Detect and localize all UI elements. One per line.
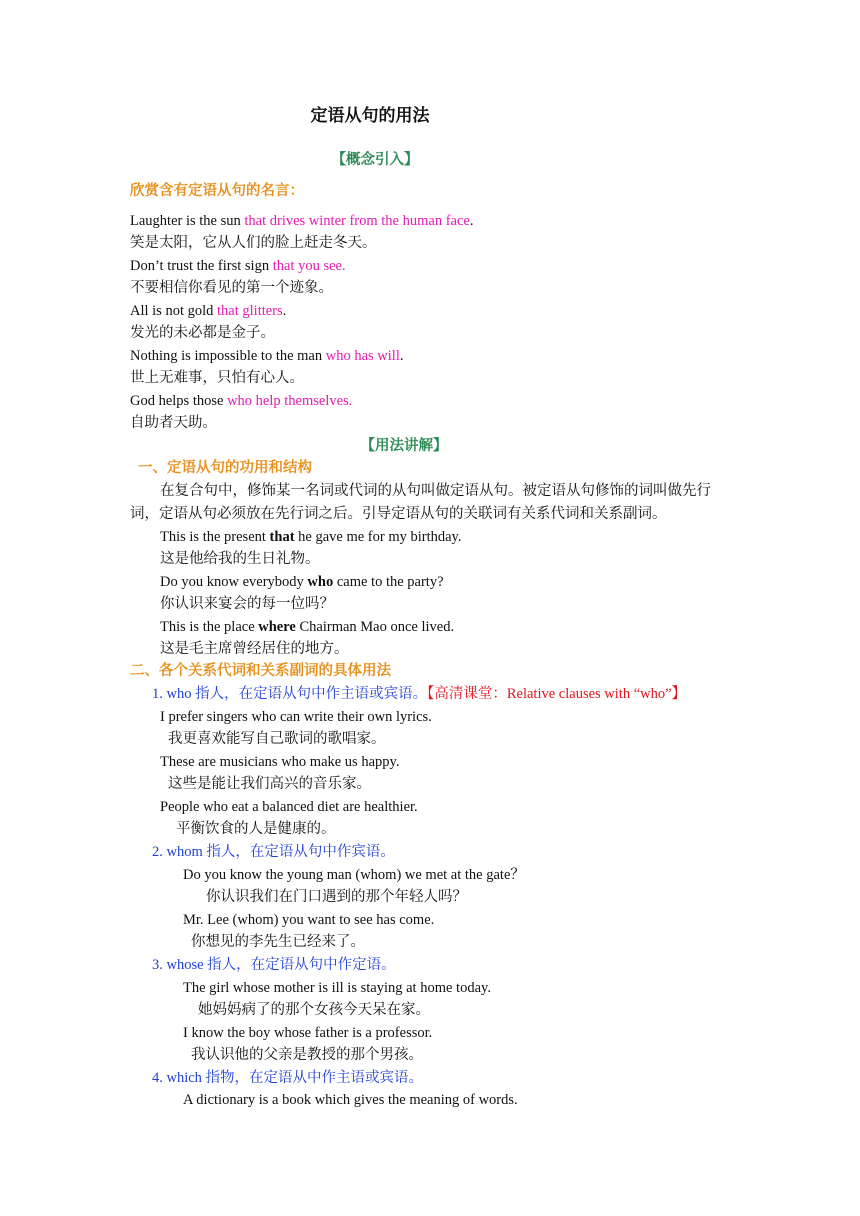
clause-highlight: that drives winter from the human face (244, 213, 470, 229)
example-en: These are musicians who make us happy. (160, 754, 400, 770)
relative-word: who (307, 574, 334, 590)
whose-rule: 3. whose 指人，在定语从句中作定语。 (152, 957, 396, 973)
usage-heading: 【用法讲解】 (360, 438, 448, 454)
example-en: The girl whose mother is ill is staying at home today. (183, 980, 491, 996)
example-en: Mr. Lee (whom) you want to see has come. (183, 912, 435, 928)
whom-rule: 2. whom 指人，在定语从句中作宾语。 (152, 844, 395, 860)
quote-en: All is not gold that glitters. (130, 303, 287, 319)
concept-heading: 【概念引入】 (331, 152, 419, 168)
relative-word: that (269, 529, 295, 545)
example-cn: 你认识来宴会的每一位吗？ (160, 596, 334, 612)
example-en: A dictionary is a book which gives the meaning of words. (183, 1092, 518, 1108)
example-cn: 我认识他的父亲是教授的那个男孩。 (191, 1047, 423, 1063)
example-en: This is the place where Chairman Mao once lived. (160, 619, 455, 635)
clause-highlight: who has will (325, 348, 400, 364)
quote-en: God helps those who help themselves. (130, 393, 353, 409)
example-cn: 我更喜欢能写自己歌词的歌唱家。 (168, 731, 386, 747)
example-en: I know the boy whose father is a professor. (183, 1025, 433, 1041)
who-rule: 1. who 指人，在定语从句中作主语或宾语。【高清课堂：Relative clauses with “who”】 (152, 686, 687, 702)
quote-cn: 发光的未必都是金子。 (130, 325, 275, 341)
concept-intro: 欣赏含有定语从句的名言： (130, 183, 304, 199)
relative-word: where (258, 619, 296, 635)
page-title: 定语从句的用法 (310, 106, 430, 125)
quote-en: Don’t trust the first sign that you see. (130, 258, 346, 274)
quote-cn: 自助者天助。 (130, 415, 217, 431)
example-en: People who eat a balanced diet are healthier. (160, 799, 418, 815)
section-2-heading: 二、各个关系代词和关系副词的具体用法 (130, 663, 391, 679)
example-cn: 你认识我们在门口遇到的那个年轻人吗？ (206, 889, 467, 905)
quote-cn: 笑是太阳，它从人们的脸上赶走冬天。 (130, 235, 377, 251)
example-en: Do you know everybody who came to the party? (160, 574, 444, 590)
example-en: This is the present that he gave me for my birthday. (160, 529, 462, 545)
clause-highlight: that you see. (272, 258, 346, 274)
clause-highlight: that glitters (217, 303, 283, 319)
example-cn: 这是他给我的生日礼物。 (160, 551, 320, 567)
section-1-heading: 一、定语从句的功用和结构 (138, 460, 312, 476)
lecture-link[interactable]: 【高清课堂：Relative clauses with “who”】 (427, 686, 687, 702)
section-1-paragraph: 在复合句中，修饰某一名词或代词的从句叫做定语从句。被定语从句修饰的词叫做先行词，定语从句必须放在先行词之后。引导定语从句的关联词有关系代词和关系副词。 (130, 483, 711, 522)
example-en: Do you know the young man (whom) we met at the gate？ (183, 867, 525, 883)
which-rule: 4. which 指物，在定语从中作主语或宾语。 (152, 1070, 424, 1086)
example-cn: 你想见的李先生已经来了。 (191, 934, 365, 950)
example-cn: 这是毛主席曾经居住的地方。 (160, 641, 349, 657)
example-cn: 这些是能让我们高兴的音乐家。 (168, 776, 371, 792)
quote-en: Nothing is impossible to the man who has will. (130, 348, 404, 364)
example-en: I prefer singers who can write their own lyrics. (160, 709, 432, 725)
quote-cn: 世上无难事，只怕有心人。 (130, 370, 304, 386)
quote-cn: 不要相信你看见的第一个迹象。 (130, 280, 333, 296)
example-cn: 平衡饮食的人是健康的。 (176, 821, 336, 837)
quote-en: Laughter is the sun that drives winter from the human face. (130, 213, 474, 229)
example-cn: 她妈妈病了的那个女孩今天呆在家。 (198, 1002, 430, 1018)
clause-highlight: who help themselves. (227, 393, 353, 409)
